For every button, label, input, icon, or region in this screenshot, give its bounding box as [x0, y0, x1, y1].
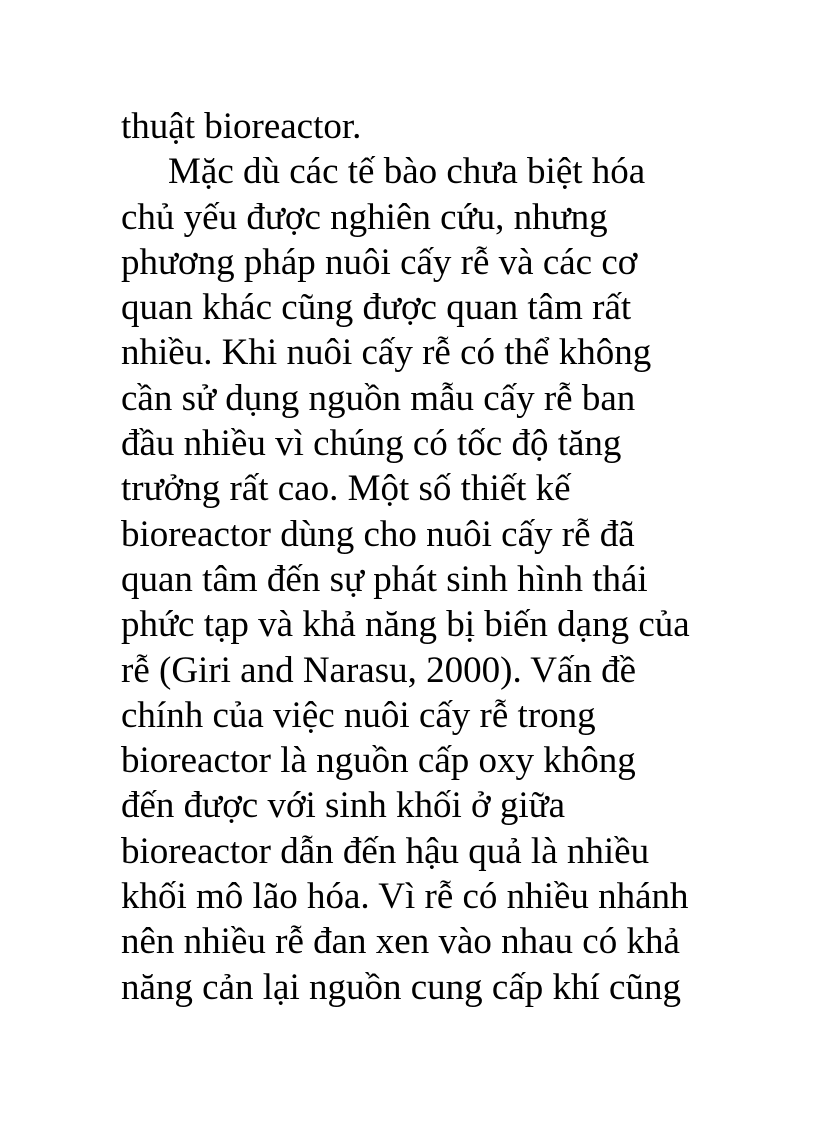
- text-line: bioreactor dùng cho nuôi cấy rễ đã: [121, 513, 635, 555]
- text-line: nên nhiều rễ đan xen vào nhau có khả: [121, 921, 680, 963]
- text-line: rễ (Giri and Narasu, 2000). Vấn đề: [121, 649, 637, 691]
- text-line: đầu nhiều vì chúng có tốc độ tăng: [121, 423, 622, 465]
- text-line: phương pháp nuôi cấy rễ và các cơ: [121, 241, 638, 283]
- paragraph-first-line: Mặc dù các tế bào chưa biệt hóa: [168, 151, 646, 193]
- text-line: cần sử dụng nguồn mẫu cấy rễ ban: [121, 377, 636, 419]
- text-line: bioreactor dẫn đến hậu quả là nhiều: [121, 830, 650, 872]
- text-line: khối mô lão hóa. Vì rễ có nhiều nhánh: [121, 876, 689, 918]
- text-line: chính của việc nuôi cấy rễ trong: [121, 694, 596, 736]
- text-line: chủ yếu được nghiên cứu, nhưng: [121, 196, 608, 238]
- text-line: đến được với sinh khối ở giữa: [121, 785, 566, 827]
- text-line: quan tâm đến sự phát sinh hình thái: [121, 558, 648, 600]
- text-line: quan khác cũng được quan tâm rất: [121, 287, 632, 329]
- body-text: [121, 104, 721, 1010]
- text-line: năng cản lại nguồn cung cấp khí cũng: [121, 966, 681, 1008]
- text-line: thuật bioreactor.: [121, 106, 362, 147]
- text-line: bioreactor là nguồn cấp oxy không: [121, 740, 636, 782]
- text-line: trưởng rất cao. Một số thiết kế: [121, 468, 571, 510]
- text-line: phức tạp và khả năng bị biến dạng của: [121, 604, 690, 646]
- text-line: nhiều. Khi nuôi cấy rễ có thể không: [121, 332, 652, 374]
